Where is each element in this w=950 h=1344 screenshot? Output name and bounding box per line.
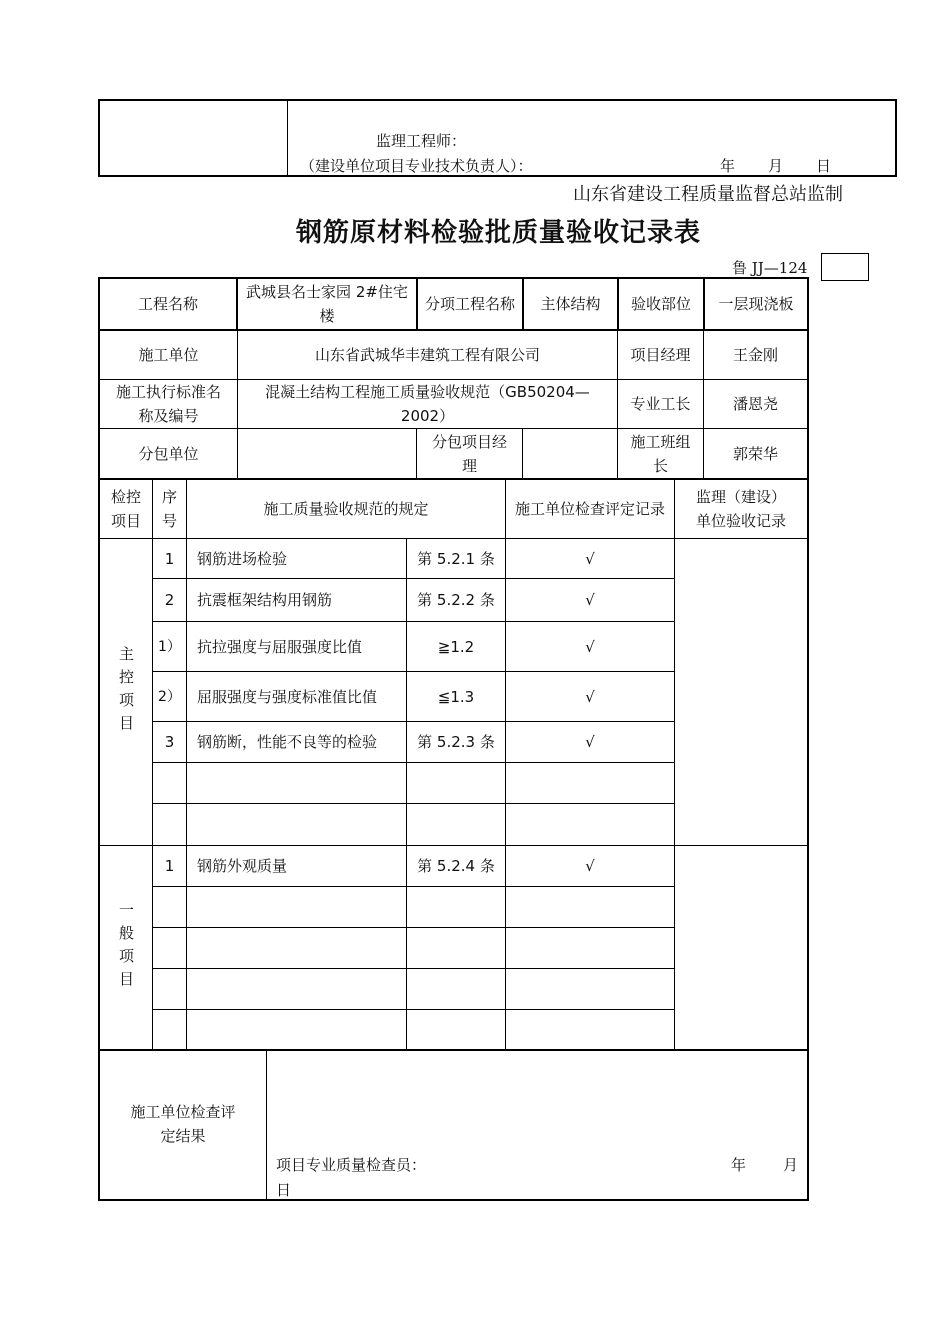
gen-seq (153, 1010, 186, 1049)
gen-section-bottom (98, 1049, 809, 1051)
contractor-value: 山东省武城华丰建筑工程有限公司 (314, 346, 540, 364)
main-item (187, 763, 406, 803)
gen-item (187, 928, 406, 968)
main-check: √ (585, 637, 595, 656)
col-seq-header: 序号 (161, 488, 177, 530)
team-leader-label: 施工班组长 (630, 432, 691, 475)
gen-item (187, 1010, 406, 1049)
gen-clause (407, 1010, 505, 1049)
form-code: 鲁 JJ—124 (732, 259, 808, 277)
gen-check (506, 887, 674, 927)
main-item: 抗拉强度与屈服强度比值 (197, 637, 363, 656)
main-check: √ (585, 591, 595, 609)
main-seq: 1 (164, 549, 175, 568)
result-year: 年 (731, 1156, 747, 1174)
main-control-label: 主控项目 (117, 646, 135, 738)
col-v-supervision (674, 480, 675, 1050)
result-divider (266, 1051, 267, 1199)
main-clause (407, 804, 505, 845)
main-check (506, 804, 674, 845)
sub-unit-label: 分包单位 (138, 444, 199, 463)
supervisor-label: 监理工程师： (376, 132, 467, 150)
main-item: 屈服强度与强度标准值比值 (197, 687, 378, 706)
gen-seq (153, 928, 186, 968)
project-name-value: 武城县名士家园 2#住宅楼 (246, 283, 408, 325)
sub-unit-value (238, 429, 416, 478)
main-seq: 3 (164, 733, 175, 751)
team-leader-value: 郭荣华 (732, 444, 778, 463)
topbox-divider (287, 100, 288, 176)
main-clause: ≧1.2 (437, 637, 475, 656)
accept-part-label: 验收部位 (630, 295, 691, 313)
main-seq: 1） (158, 638, 181, 655)
top-date-year: 年 (720, 157, 736, 175)
result-label: 施工单位检查评定结果 (130, 1103, 236, 1145)
gen-seq (153, 887, 186, 927)
gen-clause: 第 5.2.4 条 (417, 857, 495, 875)
main-seq (153, 763, 186, 803)
gen-clause (407, 969, 505, 1009)
result-day: 日 (276, 1181, 292, 1199)
gen-check: √ (585, 857, 595, 875)
topbox-top-border (98, 99, 897, 101)
standard-label: 施工执行标准名称及编号 (115, 383, 221, 425)
col-category-header: 检控项目 (110, 488, 141, 530)
form-number-box[interactable] (821, 253, 869, 281)
general-label: 一般项目 (117, 902, 135, 994)
main-item: 钢筋断，性能不良等的检验 (197, 733, 378, 751)
main-seq: 2 (164, 591, 175, 609)
col-spec-header: 施工质量验收规范的规定 (263, 500, 429, 518)
table-right-border (807, 277, 809, 1201)
page-title: 钢筋原材料检验批质量验收记录表 (295, 218, 701, 248)
gen-seq (153, 969, 186, 1009)
gen-check (506, 1010, 674, 1049)
issuer-text: 山东省建设工程质量监督总站监制 (573, 184, 843, 205)
sub-pm-value (523, 429, 617, 478)
subitem-label: 分项工程名称 (424, 295, 515, 313)
standard-value: 混凝土结构工程施工质量验收规范（GB50204—2002） (265, 383, 590, 425)
gen-item (187, 969, 406, 1009)
main-check (506, 763, 674, 803)
main-item: 抗震框架结构用钢筋 (197, 591, 333, 609)
main-clause: 第 5.2.3 条 (417, 733, 495, 751)
main-seq (153, 804, 186, 845)
col-check-header: 施工单位检查评定记录 (514, 500, 665, 518)
topbox-left-border (98, 99, 100, 177)
main-clause: 第 5.2.1 条 (417, 549, 495, 568)
project-name-label: 工程名称 (137, 295, 198, 313)
top-date-month: 月 (768, 157, 784, 175)
topbox-right-border (895, 99, 897, 177)
foreman-value: 潘恩尧 (732, 395, 778, 413)
main-item: 钢筋进场检验 (197, 549, 288, 568)
subitem-value: 主体结构 (540, 295, 601, 313)
gen-item: 钢筋外观质量 (197, 857, 288, 875)
gen-clause (407, 928, 505, 968)
main-clause (407, 763, 505, 803)
col-supervision-header: 监理（建设）单位验收记录 (695, 488, 786, 530)
pm-value: 王金刚 (732, 346, 778, 364)
main-item (187, 804, 406, 845)
main-clause: ≦1.3 (437, 687, 475, 706)
gen-check (506, 928, 674, 968)
main-clause: 第 5.2.2 条 (417, 591, 495, 609)
foreman-label: 专业工长 (630, 395, 691, 413)
gen-check (506, 969, 674, 1009)
main-check: √ (585, 687, 595, 706)
main-check: √ (585, 549, 595, 568)
result-inspector: 项目专业质量检查员： (276, 1156, 427, 1174)
table-bottom-border (98, 1199, 809, 1201)
gen-seq: 1 (164, 857, 175, 875)
sub-pm-label: 分包项目经理 (431, 432, 507, 475)
accept-part-value: 一层现浇板 (718, 295, 794, 313)
gen-clause (407, 887, 505, 927)
result-month: 月 (783, 1156, 799, 1174)
main-check: √ (585, 733, 595, 751)
contractor-label: 施工单位 (138, 346, 199, 364)
pm-label: 项目经理 (630, 346, 691, 364)
owner-rep-label: （建设单位项目专业技术负责人）： (300, 157, 533, 175)
top-date-day: 日 (816, 157, 832, 175)
main-seq: 2） (158, 688, 181, 705)
gen-item (187, 887, 406, 927)
